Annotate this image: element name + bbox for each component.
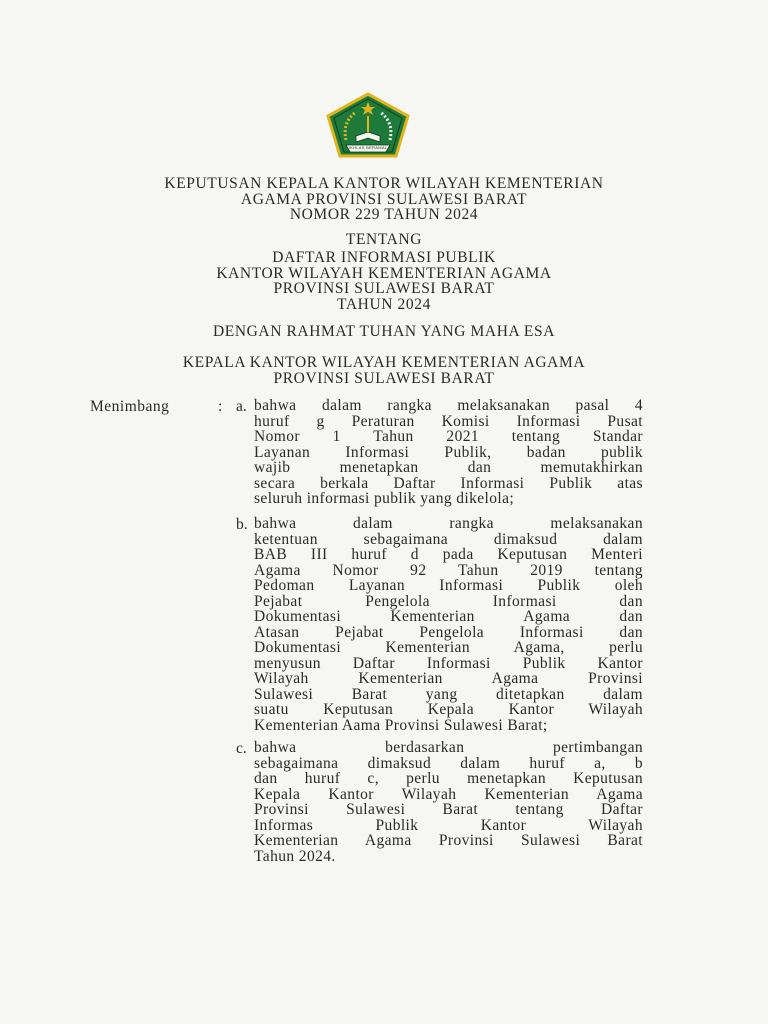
official-line: PROVINSI SULAWESI BARAT <box>273 369 495 387</box>
decree-number: NOMOR 229 TAHUN 2024 <box>289 206 479 223</box>
decree-title-line: KEPUTUSAN KEPALA KANTOR WILAYAH KEMENTERIAN <box>164 175 604 192</box>
item-line: Wilayah Kementerian Agama Provinsi <box>254 670 643 687</box>
item-line: Tahun 2024. <box>254 847 336 865</box>
consideration-item-c <box>236 740 643 864</box>
item-marker: a. <box>236 398 247 415</box>
item-line: Kementerian Aama Provinsi Sulawesi Barat; <box>254 716 548 734</box>
item-line: Kepala Kantor Wilayah Kementerian Agama <box>254 785 643 803</box>
item-line: Kementerian Agama Provinsi Sulawesi Barat <box>254 832 643 849</box>
item-line: suatu Keputusan Kepala Kantor Wilayah <box>254 701 643 718</box>
invocation: DENGAN RAHMAT TUHAN YANG MAHA ESA <box>212 323 555 340</box>
item-line: Sulawesi Barat yang ditetapkan dalam <box>254 685 643 703</box>
subject-line: TAHUN 2024 <box>337 295 431 313</box>
subject-line: KANTOR WILAYAH KEMENTERIAN AGAMA <box>216 264 552 282</box>
item-line: seluruh informasi publik yang dikelola; <box>254 490 515 507</box>
item-line: secara berkala Daftar Informasi Publik atas <box>254 474 643 492</box>
item-line: bahwa dalam rangka melaksanakan pasal 4 <box>254 397 643 414</box>
item-line: menyusun Daftar Informasi Publik Kantor <box>254 654 643 672</box>
consideration-item-a <box>236 398 643 507</box>
item-line: Dokumentasi Kementerian Agama dan <box>254 608 643 625</box>
item-line: Nomor 1 Tahun 2021 tentang Standar <box>254 428 643 445</box>
item-line: Agama Nomor 92 Tahun 2019 tentang <box>254 561 643 579</box>
item-line: sebagaimana dimaksud dalam huruf a, b <box>254 754 643 772</box>
issuing-official <box>0 355 768 386</box>
item-line: Pedoman Layanan Informasi Publik oleh <box>254 577 643 594</box>
item-line: Provinsi Sulawesi Barat tentang Daftar <box>254 801 643 818</box>
menimbang-label: Menimbang <box>90 398 170 415</box>
item-line: Atasan Pejabat Pengelola Informasi dan <box>254 623 643 641</box>
item-line: Dokumentasi Kementerian Agama, perlu <box>254 639 643 656</box>
decree-title <box>0 176 768 223</box>
item-line: ketentuan sebagaimana dimaksud dalam <box>254 530 643 548</box>
subject-line: PROVINSI SULAWESI BARAT <box>273 280 495 297</box>
tentang-heading: TENTANG <box>345 231 423 248</box>
item-line: wajib menetapkan dan memutakhirkan <box>254 459 643 476</box>
item-line: Layanan Informasi Publik, badan publik <box>254 443 643 461</box>
item-line: huruf g Peraturan Komisi Informasi Pusat <box>254 412 643 430</box>
item-line: bahwa dalam rangka melaksanakan <box>254 515 643 532</box>
item-line: Informas Publik Kantor Wilayah <box>254 816 643 834</box>
item-line: BAB III huruf d pada Keputusan Menteri <box>254 546 643 563</box>
emblem-motto: IKHLAS BERAMAL <box>348 145 388 150</box>
item-line: Pejabat Pengelola Informasi dan <box>254 592 643 610</box>
official-line: KEPALA KANTOR WILAYAH KEMENTERIAN AGAMA <box>182 354 586 371</box>
subject-line: DAFTAR INFORMASI PUBLIK <box>272 249 496 266</box>
decree-title-line: AGAMA PROVINSI SULAWESI BARAT <box>240 190 528 208</box>
menimbang-colon: : <box>218 398 223 415</box>
consideration-item-b <box>236 516 643 733</box>
decree-subject <box>0 250 768 312</box>
item-marker: c. <box>236 740 247 757</box>
item-line: bahwa berdasarkan pertimbangan <box>254 739 643 756</box>
item-marker: b. <box>236 516 248 533</box>
item-line: dan huruf c, perlu menetapkan Keputusan <box>254 770 643 787</box>
